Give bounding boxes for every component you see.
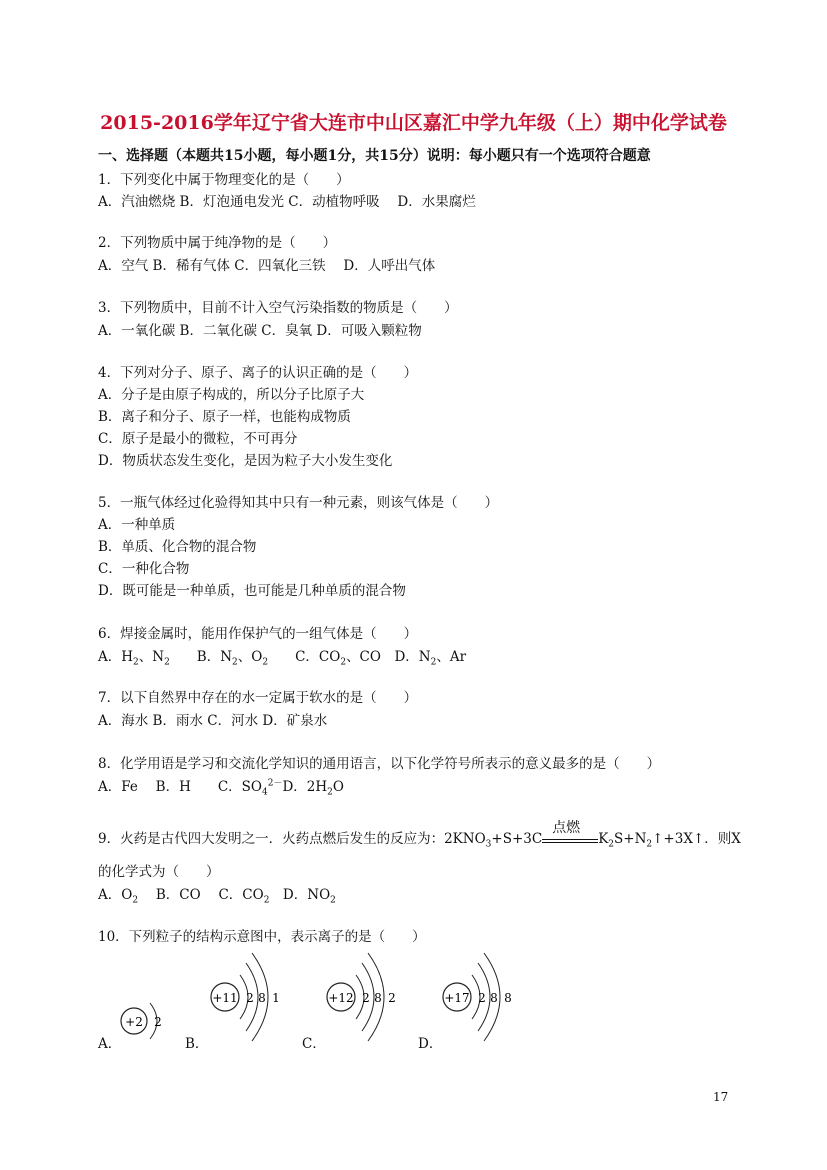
q9-stem-tail: ．则X xyxy=(704,831,741,847)
q10-label-b: B． xyxy=(185,1036,209,1052)
q9-reaction-arrow xyxy=(542,819,598,847)
atom-b-nucleus: +11 xyxy=(212,991,238,1005)
atom-d-shell-3: 8 xyxy=(504,991,512,1005)
q4-option-d: D．物质状态发生变化，是因为粒子大小发生变化 xyxy=(98,453,393,469)
atom-c-shell-3: 2 xyxy=(388,991,396,1005)
q6-options: A．$H_2$、$N_2$ B．$N_2$、$O_2$ C．$CO_2$、CO D．$N_2$、Ar xyxy=(98,649,467,668)
q9-arrow-condition: 点燃 xyxy=(552,819,581,836)
q4-option-a: A．分子是由原子构成的，所以分子比原子大 xyxy=(98,387,365,403)
atom-diagram-d xyxy=(432,945,532,1045)
q2-options: A．空气 B．稀有气体 C．四氧化三铁 D．人呼出气体 xyxy=(98,258,436,274)
exam-title: 2015-2016学年辽宁省大连市中山区嘉汇中学九年级（上）期中化学试卷 xyxy=(100,112,727,134)
atom-d-shell-1: 2 xyxy=(478,991,486,1005)
q5-stem: 5．一瓶气体经过化验得知其中只有一种元素，则该气体是（ ） xyxy=(98,495,499,511)
q10-label-a: A． xyxy=(98,1036,122,1052)
q10-stem: 10．下列粒子的结构示意图中，表示离子的是（ ） xyxy=(98,929,426,945)
q5-option-d: D．既可能是一种单质，也可能是几种单质的混合物 xyxy=(98,583,406,599)
atom-c-shell-2: 8 xyxy=(374,991,382,1005)
atom-diagram-a xyxy=(112,995,172,1055)
section-heading: 一、选择题（本题共15小题，每小题1分，共15分）说明：每小题只有一个选项符合题意 xyxy=(98,148,651,164)
atom-d-nucleus: +17 xyxy=(444,991,470,1005)
atom-diagram-c xyxy=(316,945,416,1045)
atom-d-shell-2: 8 xyxy=(490,991,498,1005)
q9-options: A．$O_2$ B．CO C．$CO_2$ D．$NO_2$ xyxy=(98,887,336,906)
atom-a-nucleus: +2 xyxy=(125,1015,143,1029)
q10-label-d: D． xyxy=(418,1036,443,1052)
atom-b-shell-2: 8 xyxy=(258,991,266,1005)
q8-options: A．Fe B．H C．$SO_4^{2-}D$．$2H_2O$ xyxy=(98,778,344,798)
atom-b-shell-3: 1 xyxy=(272,991,280,1005)
page-number: 17 xyxy=(713,1090,729,1104)
q4-option-c: C．原子是最小的微粒，不可再分 xyxy=(98,431,298,447)
q9-equation-right: $K_2S+N_2↑+3X↑$ xyxy=(598,831,705,850)
q3-options: A．一氧化碳 B．二氧化碳 C．臭氧 D．可吸入颗粒物 xyxy=(98,323,422,339)
q7-options: A．海水 B．雨水 C．河水 D．矿泉水 xyxy=(98,713,328,729)
q1-stem: 1．下列变化中属于物理变化的是（ ） xyxy=(98,172,350,188)
q9-stem-part2: 的化学式为（ ） xyxy=(98,864,220,880)
q5-option-a: A．一种单质 xyxy=(98,517,176,533)
q10-label-c: C． xyxy=(302,1036,326,1052)
q1-options: A．汽油燃烧 B．灯泡通电发光 C．动植物呼吸 D．水果腐烂 xyxy=(98,194,476,210)
q6-stem: 6．焊接金属时，能用作保护气的一组气体是（ ） xyxy=(98,626,418,642)
q9-equation-left: $2KNO_3+S+3C$ xyxy=(444,831,543,850)
q2-stem: 2．下列物质中属于纯净物的是（ ） xyxy=(98,235,337,251)
atom-b-shell-1: 2 xyxy=(246,991,254,1005)
atom-c-nucleus: +12 xyxy=(328,991,354,1005)
q4-option-b: B．离子和分子、原子一样，也能构成物质 xyxy=(98,409,351,425)
q7-stem: 7．以下自然界中存在的水一定属于软水的是（ ） xyxy=(98,690,418,706)
q9-stem-lead: 9．火药是古代四大发明之一．火药点燃后发生的反应为： xyxy=(98,831,445,847)
q3-stem: 3．下列物质中，目前不计入空气污染指数的物质是（ ） xyxy=(98,300,458,316)
atom-c-shell-1: 2 xyxy=(362,991,370,1005)
q9-stem-part1 xyxy=(98,819,741,850)
q5-option-b: B．单质、化合物的混合物 xyxy=(98,539,257,555)
atom-a-shell-1: 2 xyxy=(154,1015,162,1029)
q5-option-c: C．一种化合物 xyxy=(98,561,190,577)
atom-diagram-b xyxy=(200,945,300,1045)
q8-stem: 8．化学用语是学习和交流化学知识的通用语言，以下化学符号所表示的意义最多的是（ ） xyxy=(98,756,661,772)
q4-stem: 4．下列对分子、原子、离子的认识正确的是（ ） xyxy=(98,365,418,381)
